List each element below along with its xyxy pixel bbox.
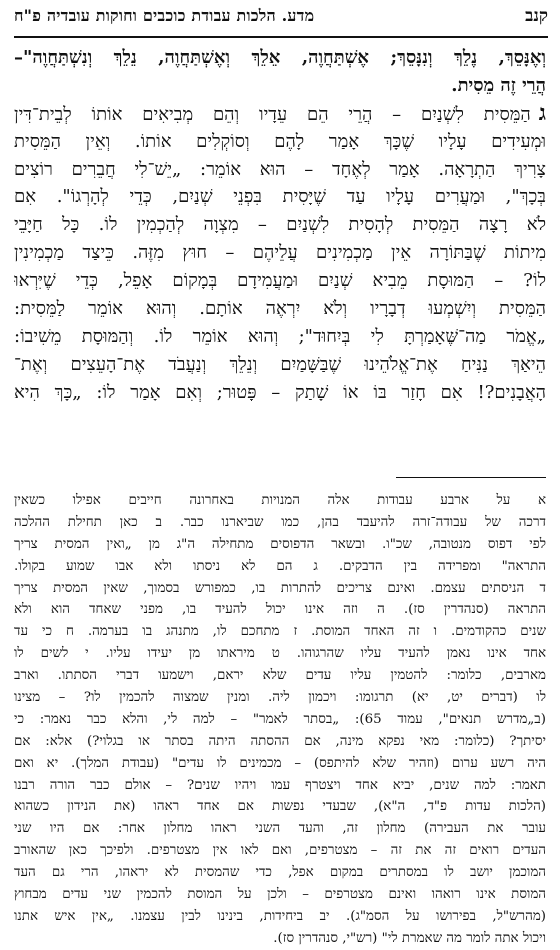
footnote-line: א על ארבע עבודות אלה המנויות באחרונה חייבים אפילו כשאין — [14, 493, 546, 508]
text-line: הַמֵּסִית וְיִשְׁמְעוּ דְבָרָיו וְלֹא יִרְאֶה אוֹתָם. וְהוּא אוֹמֵר לַמֵּסִית: — [14, 298, 546, 320]
text-line — [14, 100, 546, 128]
main-text — [14, 44, 546, 407]
text-line-content: הַמֵּסִית לִשְׁנַיִם – הֲרֵי הֵם עֵדָיו וְהֵם מְבִיאִים אוֹתוֹ לְבֵית־דִּין — [14, 103, 531, 125]
text-line: הֲרֵי זֶה מֵסִית. — [451, 74, 546, 96]
text-line: בְּכָךְ", וּמַעֲרִים עָלָיו עַד שֶׁיָּסִית בִּפְנֵי שְׁנַיִם, כְּדֵי לְהָרְגוֹ". אִם — [14, 186, 546, 208]
footnote-line: עובר את העבירה) מחלון זה, והעד השני ראהו מחלון אחר: אם היו שני — [14, 821, 546, 837]
footnote-line: שנים כהקודמים. ו זה האחד המוסת. ז מתחכם לו, מתנהג בו בערמה. ח כי עד — [14, 624, 546, 640]
footnote-line: ד הניסתים עצמם. ואינם צריכים להתרות בו, כמפורש בסמוך, שאין המסית צריך — [14, 580, 546, 596]
footnote-line: יסיתך? (כלומר: מאי נפקא מינה, אם ההסתה היתה בסתר או בגלוי?) אלא: אם — [14, 733, 546, 749]
footnote-line: התראה (סנהדרין סז). ה וזה אינו יכול להעיד בו, מפני שאחד הוא ולא — [14, 602, 546, 618]
footnote-line: ויכול אתה לומר מה שאמרת לי" (רש"י, סנהדרין סז). — [273, 930, 546, 946]
page-number: קנב — [525, 6, 548, 26]
footnote-line: לפי דפוס מנטובה, שכ"ו. ובשאר הדפוסים מתחילה ה"ג מן „ואין המסית צריך — [14, 536, 546, 552]
footnote-line: דרכה של עבודה־זרה להיעבד בהן, כמו שביארנו כבר. ב כאן תחילת ההלכה — [14, 514, 546, 530]
text-line: „אֱמֹר מַה־שֶּׁאָמַרְתָּ לִי בְּיִחוּד"; וְהוּא אוֹמֵר לוֹ. וְהַמּוּסָת מֵשִׁיבוֹ: — [14, 325, 546, 347]
footnote-line: (ב„מדרש תנאים", עמוד 65): „בסתר לאמר" – למה לי, והלא כבר נאמר: כי — [14, 711, 546, 727]
footnote-line: לו (דברים יט, יא) תרגומו: ויכמון ליה. ומנין שמצוה להכמין לו? – מצינו — [14, 690, 546, 706]
text-line: הֵיאַךְ נַנִּיחַ אֶת־אֱלֹהֵינוּ שֶׁבַּשָּׁמַיִם וְנֵלֵךְ וְנַעֲבֹד אֶת־הָעֵצִים וְאֶת־ — [14, 353, 546, 375]
text-line: וּמְעִידִים עָלָיו שֶׁכָּךְ אָמַר לָהֶם וְסוֹקְלִים אוֹתוֹ. וְאֵין הַמֵּסִית — [14, 130, 546, 152]
page-header — [14, 6, 548, 38]
text-line: וְאֶנָּסֵךְ, נֶלֵךְ וְנִנָּסֵךְ; אֶשְׁתַּחֲוֶה, אֵלֵךְ וְאֶשְׁתַּחֲוֶה, נֵלֵךְ וְנִשְׁתַּחֲוֶה"– — [14, 47, 546, 68]
footnote-separator — [396, 477, 546, 478]
text-line: צָרִיךְ הַתְרָאָה. אָמַר לְאֶחָד – הוּא אוֹמֵר: „יֵשׁ־לִי חֲבֵרִים רוֹצִים — [14, 158, 546, 180]
footnote-line: המוכמן יושב לו במסתרים במקום אפל, כדי שהמסית לא יראהו, הרי גם העד — [14, 865, 546, 881]
text-line: לוֹ? – הַמּוּסָת מֵבִיא שְׁנַיִם וּמַעֲמִידָם בְּמָקוֹם אָפֵל, כְּדֵי שֶׁיִּרְאוּ — [14, 270, 546, 292]
footnote-line: המוסת אינו רואהו ואינם מצטרפים – ולכן על המוסת להכמין שני עדים מבחוץ — [14, 887, 546, 903]
footnote-line: היה רשע ערום (וזהיר שלא להיתפס) – מכמינים לו עדים" (עבודת המלך). יא ואם — [14, 755, 546, 771]
text-line: מִיתוֹת שֶׁבַּתּוֹרָה אֵין מַכְמִינִים עֲלֵיהֶם – חוּץ מִזֶּה. כֵּיצַד מַכְמִינִין — [14, 242, 546, 264]
footnote-line: (מהרש"ל, בפירושו על הסמ"ג). יב ביחידות, בינינו לבין עצמנו. „אין איש אתנו — [14, 908, 546, 924]
text-line: הָאֲבָנִים?! אִם חָזַר בּוֹ אוֹ שָׁתַק – פָּטוּר; וְאִם אָמַר לוֹ: „כָּךְ הִיא — [14, 381, 546, 403]
section-letter: ג — [538, 99, 546, 126]
footnote-line: העדים רואים זה את זה – מצטרפים, ואם לאו אין מצטרפים. ולפיכך כאן שהאורב — [14, 843, 546, 859]
footnote-line: תאמר: למה שנים, יביא אחד ויצטרף עמו ויהיו שנים? – אולם כבר הורה רבנו — [14, 777, 546, 793]
running-title: מדע. הלכות עבודת כוכבים וחוקות עובדיה פ"ח — [14, 6, 315, 25]
footnote-line: (הלכות עדות פ"ד, ה"א), שבעדי נפשות אם אחד ראהו (את הנידון כשהוא — [14, 799, 546, 815]
footnote-line: אחד אינו נאמן להעיד עליו שהרגוהו. ט מיראתו מן יעידו עליו. י לשים לו — [14, 646, 546, 662]
text-line: לֹא רָצָה הַמֵּסִית לְהָסִית לִשְׁנַיִם – מִצְוָה לְהַכְמִין לוֹ. כָּל חַיָּבֵי — [14, 214, 546, 236]
footnote-line: התראה" ומפרידה בין הדבקים. ג הם לא ניסתו ולא אבו שמוע בקולו. — [14, 558, 546, 574]
footnotes — [14, 490, 546, 950]
footnote-line: מארבים, כלומר: להטמין עליו עדים שלא יראם, וישמעו דברי הסתתו. וארב — [14, 668, 546, 684]
